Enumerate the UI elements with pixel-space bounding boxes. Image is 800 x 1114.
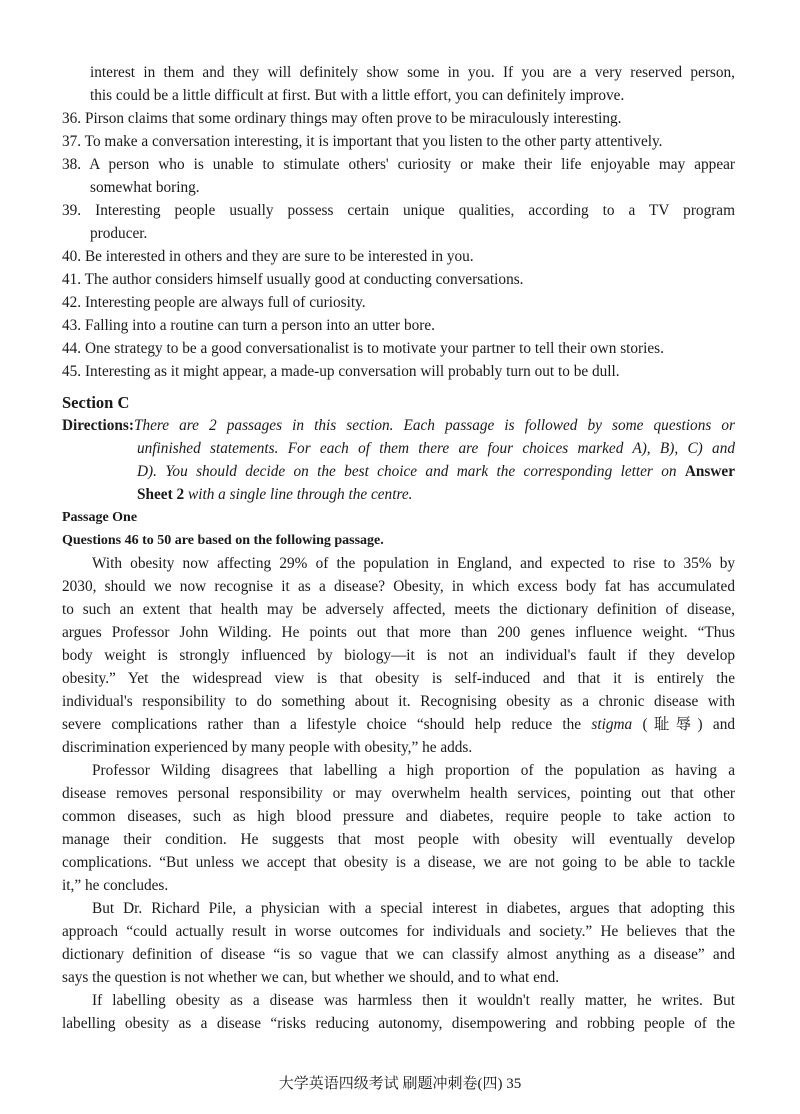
directions-line: There are 2 passages in this section. Each passage is followed by some questions or bbox=[133, 417, 735, 434]
passage-text bbox=[62, 552, 735, 1035]
statement-line: 44. One strategy to be a good conversationalist is to motivate your partner to tell their own stories. bbox=[62, 340, 664, 357]
continuation-line: this could be a little difficult at first. But with a little effort, you can definitely improve. bbox=[90, 87, 625, 104]
directions-line: unfinished statements. For each of them there are four choices marked A), B), C) and bbox=[137, 440, 735, 457]
statement-line: 41. The author considers himself usually good at conducting conversations. bbox=[62, 271, 524, 288]
passage-line: severe complications rather than a lifestyle choice “should help reduce the stigma (耻辱) and bbox=[62, 716, 735, 733]
statement-line: 37. To make a conversation interesting, it is important that you listen to the other party attentively. bbox=[62, 133, 663, 150]
passage-line: manage their condition. He suggests that most people with obesity will eventually develop bbox=[62, 831, 735, 848]
directions-line: Sheet 2 with a single line through the centre. bbox=[137, 486, 413, 503]
paragraph bbox=[62, 989, 735, 1035]
paragraph bbox=[62, 552, 735, 759]
passage-line: discrimination experienced by many people with obesity,” he adds. bbox=[62, 739, 473, 756]
passage-line: common diseases, such as high blood pressure and diabetes, require people to take action to bbox=[62, 808, 735, 825]
document-page bbox=[62, 61, 735, 1035]
answer-sheet-text: Answer bbox=[684, 463, 735, 480]
glossed-term: stigma bbox=[591, 716, 633, 733]
passage-title: Passage One bbox=[62, 510, 138, 525]
passage-line: approach “could actually result in worse outcomes for individuals and society.” He believes that the bbox=[62, 923, 735, 940]
passage-line: individual's responsibility to do something about it. Recognising obesity as a chronic disease with bbox=[62, 693, 735, 710]
statement-line: producer. bbox=[90, 225, 148, 242]
statement-line: 42. Interesting people are always full of curiosity. bbox=[62, 294, 366, 311]
passage-line: complications. “But unless we accept that obesity is a disease, we are not going to be able to tackle bbox=[62, 854, 735, 871]
passage-line: If labelling obesity as a disease was harmless then it wouldn't really matter, he writes. But bbox=[92, 992, 735, 1009]
directions bbox=[62, 414, 735, 506]
paragraph bbox=[62, 759, 735, 897]
directions-label: Directions: bbox=[62, 417, 134, 434]
passage-line: says the question is not whether we can, but whether we should, and to what end. bbox=[62, 969, 560, 986]
page-footer: 大学英语四级考试 刷题冲刺卷(四) 35 bbox=[278, 1076, 522, 1092]
passage-line: 2030, should we now recognise it as a disease? Obesity, in which excess body fat has accumulated bbox=[62, 578, 735, 595]
statement-line: 43. Falling into a routine can turn a person into an utter bore. bbox=[62, 317, 435, 334]
passage-line: With obesity now affecting 29% of the population in England, and expected to rise to 35% by bbox=[92, 555, 735, 572]
statement-list bbox=[62, 61, 735, 383]
passage-line: labelling obesity as a disease “risks reducing autonomy, disempowering and robbing people of the bbox=[62, 1015, 735, 1032]
directions-line: D). You should decide on the best choice and mark the corresponding letter on Answer bbox=[137, 463, 735, 480]
passage-line: argues Professor John Wilding. He points out that more than 200 genes influence weight. “Thus bbox=[62, 624, 735, 641]
passage-line: to such an extent that health may be adversely affected, meets the dictionary definition of disease, bbox=[62, 601, 735, 618]
statement-line: somewhat boring. bbox=[90, 179, 200, 196]
paragraph bbox=[62, 897, 735, 989]
passage-line: dictionary definition of disease “is so vague that we can classify almost anything as a disease” and bbox=[62, 946, 735, 963]
continuation-line: interest in them and they will definitely show some in you. If you are a very reserved person, bbox=[90, 64, 735, 81]
passage-line: Professor Wilding disagrees that labelling a high proportion of the population as having a bbox=[92, 762, 735, 779]
passage-line: it,” he concludes. bbox=[62, 877, 169, 894]
answer-sheet-text: Sheet 2 bbox=[137, 486, 185, 503]
passage-instruction: Questions 46 to 50 are based on the following passage. bbox=[62, 533, 384, 548]
statement-line: 39. Interesting people usually possess certain unique qualities, according to a TV program bbox=[62, 202, 735, 219]
statement-line: 45. Interesting as it might appear, a made-up conversation will probably turn out to be dull. bbox=[62, 363, 620, 380]
statement-line: 38. A person who is unable to stimulate others' curiosity or make their life enjoyable may appear bbox=[62, 156, 735, 173]
section-title: Section C bbox=[62, 393, 130, 412]
passage-line: body weight is strongly influenced by biology—it is not an individual's fault if they develop bbox=[62, 647, 735, 664]
statement-line: 36. Pirson claims that some ordinary things may often prove to be miraculously interesting. bbox=[62, 110, 622, 127]
passage-line: But Dr. Richard Pile, a physician with a special interest in diabetes, argues that adopting this bbox=[92, 900, 735, 917]
passage-line: obesity.” Yet the widespread view is that obesity is self-induced and that it is entirely the bbox=[62, 670, 735, 687]
passage-line: disease removes personal responsibility or may overwhelm health services, pointing out that other bbox=[62, 785, 735, 802]
statement-line: 40. Be interested in others and they are sure to be interested in you. bbox=[62, 248, 474, 265]
